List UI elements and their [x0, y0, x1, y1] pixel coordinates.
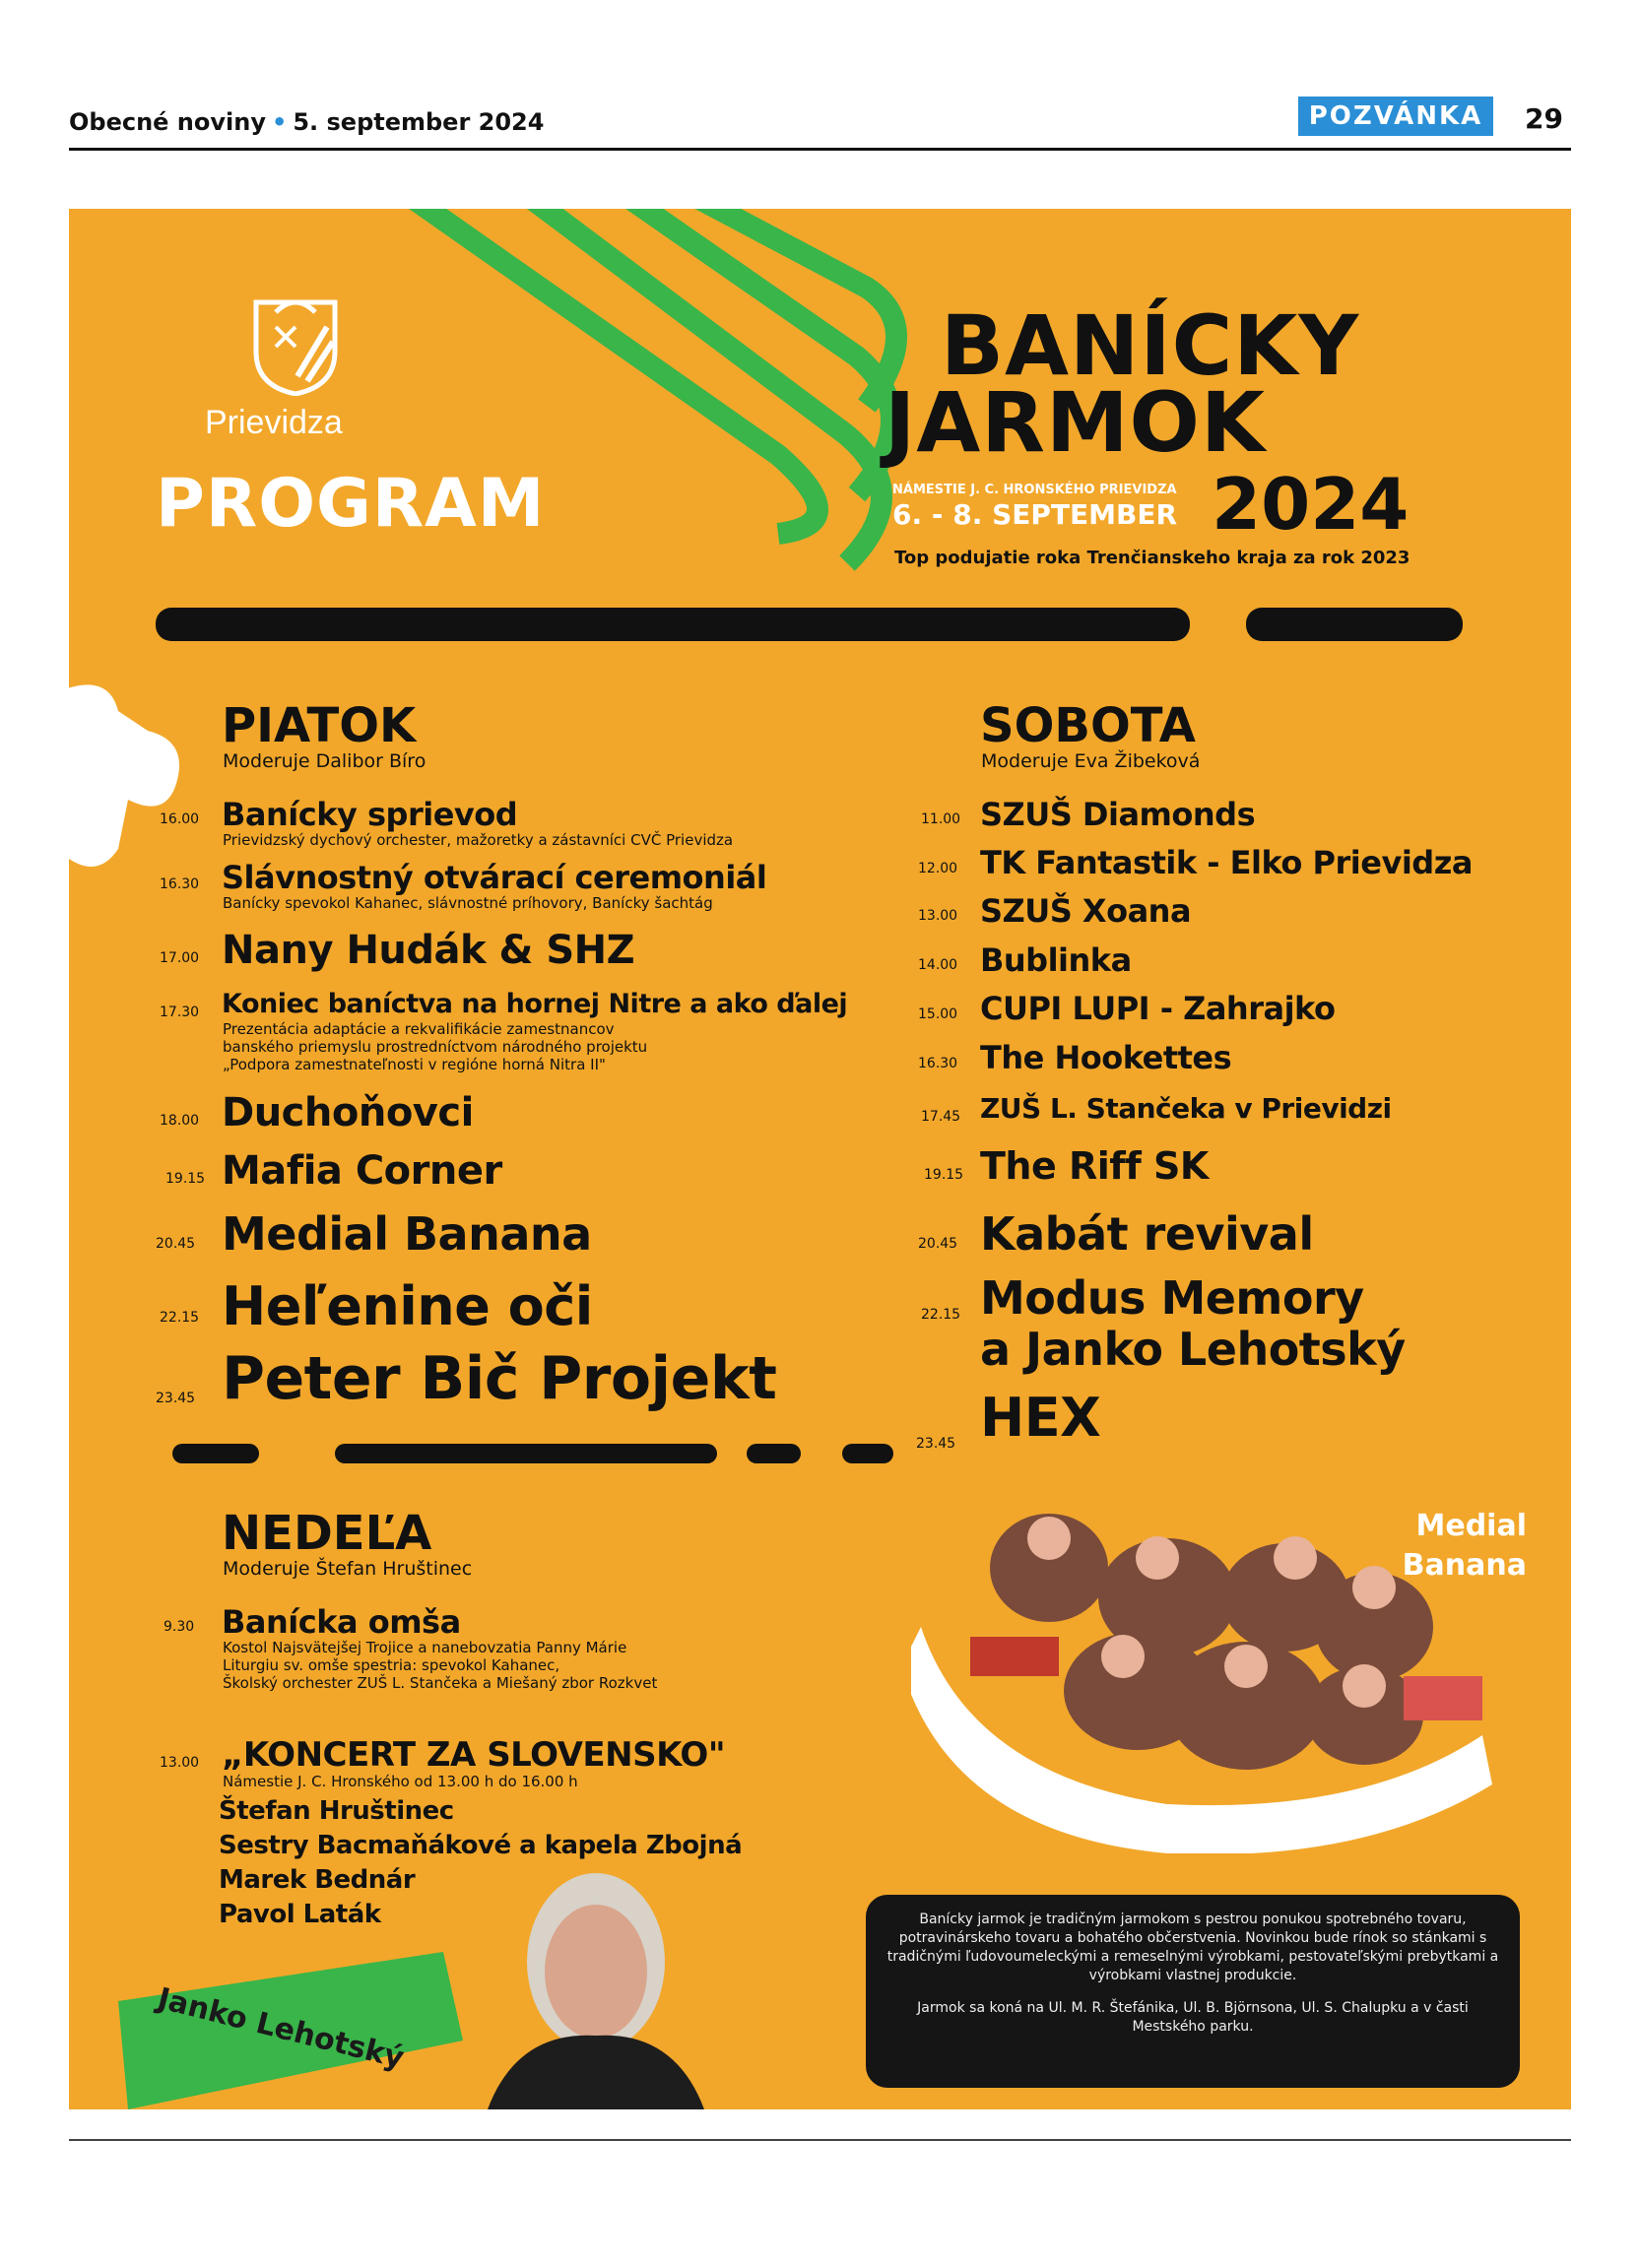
performer: Sestry Bacmaňákové a kapela Zbojná	[219, 1831, 743, 1860]
saturday-time: 23.45	[916, 1436, 956, 1452]
friday-act-note: Prezentácia adaptácie a rekvalifikácie zamestnancov banského priemyslu prostredníctvom národného projektu „Podpora zamestnateľnosti v regióne horná Nitra II"	[223, 1020, 648, 1073]
saturday-act: SZUŠ Diamonds	[980, 796, 1256, 833]
saturday-time: 20.45	[918, 1236, 958, 1252]
venue: NÁMESTIE J. C. HRONSKÉHO PRIEVIDZA	[892, 483, 1177, 497]
info-box	[866, 1895, 1520, 2088]
saturday-time: 22.15	[921, 1307, 961, 1323]
info-paragraph: Jarmok sa koná na Ul. M. R. Štefánika, Ul. B. Björnsona, Ul. S. Chalupku a v časti Mestského parku.	[917, 2000, 1469, 2035]
town-label: Prievidza	[205, 404, 343, 441]
saturday-time: 16.30	[918, 1056, 958, 1071]
divider-bar	[156, 608, 1190, 641]
header-rule	[69, 148, 1571, 151]
sunday-heading: NEDEĽA	[222, 1506, 432, 1561]
friday-act: Medial Banana	[222, 1207, 592, 1261]
friday-heading: PIATOK	[222, 698, 417, 753]
sunday-act: Banícka omša	[222, 1603, 461, 1641]
sunday-time: 9.30	[164, 1619, 195, 1635]
divider-bar	[1246, 608, 1463, 641]
sunday-act-note: Kostol Najsvätejšej Trojice a nanebovzatia Panny Márie Liturgiu sv. omše spestria: spevokol Kahanec, Školský orchester ZUŠ L. Stančeka a Miešaný zbor Rozkvet	[223, 1639, 658, 1692]
singer-portrait	[458, 1863, 724, 2109]
event-poster	[69, 209, 1571, 2109]
friday-act-note: Banícky spevokol Kahanec, slávnostné príhovory, Banícky šachtág	[223, 894, 713, 912]
issue-date: 5. september 2024	[293, 108, 545, 136]
saturday-time: 14.00	[918, 957, 958, 973]
title-line2: JARMOK	[885, 374, 1267, 471]
sunday-time: 13.00	[160, 1755, 200, 1771]
saturday-act: ZUŠ L. Stančeka v Prievidzi	[980, 1092, 1392, 1125]
saturday-time: 17.45	[921, 1109, 961, 1125]
white-shape-decoration	[69, 672, 200, 878]
sunday-act: „KONCERT ZA SLOVENSKO"	[222, 1735, 726, 1775]
event-year: 2024	[1212, 463, 1410, 546]
saturday-heading: SOBOTA	[980, 698, 1196, 753]
saturday-act: TK Fantastik - Elko Prievidza	[980, 844, 1473, 881]
friday-time: 16.00	[160, 811, 200, 827]
prievidza-crest-icon	[236, 288, 355, 396]
friday-time: 17.30	[160, 1004, 200, 1020]
saturday-act: CUPI LUPI - Zahrajko	[980, 990, 1336, 1027]
friday-act: Heľenine oči	[222, 1275, 593, 1337]
friday-act: Koniec baníctva na hornej Nitre a ako ďalej	[222, 989, 848, 1019]
saturday-act: SZUŠ Xoana	[980, 892, 1192, 930]
title-line1: BANÍCKY	[941, 297, 1360, 394]
divider-bar	[842, 1444, 893, 1463]
saturday-time: 13.00	[918, 908, 958, 924]
saturday-time: 19.15	[924, 1167, 964, 1183]
saturday-act: Modus Memory a Janko Lehotský	[980, 1271, 1406, 1376]
friday-moderator: Moderuje Dalibor Bíro	[223, 750, 426, 772]
info-paragraph: Banícky jarmok je tradičným jarmokom s pestrou ponukou spotrebného tovaru, potravinárskeho tovaru a bohatého občerstvenia. Novinkou bude rínok so stánkami s tradičnými ľudovoumeleckými a remeselnými výrobkami, pestovateľskými prebytkami a výrobkami vlastnej produkcie.	[886, 1912, 1499, 1983]
performer: Štefan Hruštinec	[219, 1796, 454, 1826]
friday-time: 17.00	[160, 950, 200, 966]
saturday-act: The Riff SK	[980, 1144, 1209, 1188]
friday-act: Slávnostný otvárací ceremoniál	[222, 859, 767, 896]
saturday-act: HEX	[980, 1387, 1101, 1449]
tagline: Top podujatie roka Trenčianskeho kraja za rok 2023	[894, 548, 1410, 568]
friday-act: Peter Bič Projekt	[222, 1344, 777, 1413]
divider-bar	[747, 1444, 801, 1463]
saturday-time: 12.00	[918, 861, 958, 876]
saturday-act: The Hookettes	[980, 1039, 1232, 1076]
friday-time: 23.45	[156, 1391, 196, 1406]
saturday-act: Kabát revival	[980, 1207, 1314, 1261]
saturday-act: Bublinka	[980, 941, 1132, 979]
friday-act: Duchoňovci	[222, 1090, 474, 1135]
publication-name: Obecné noviny	[69, 108, 266, 136]
friday-act: Banícky sprievod	[222, 796, 518, 833]
page-number: 29	[1525, 102, 1563, 135]
friday-act-note: Prievidzský dychový orchester, mažoretky a zástavníci CVČ Prievidza	[223, 831, 734, 849]
friday-time: 19.15	[165, 1171, 206, 1187]
sunday-act-note: Námestie J. C. Hronského od 13.00 h do 16.00 h	[223, 1773, 578, 1790]
saturday-time: 11.00	[921, 811, 961, 827]
footer-rule	[69, 2139, 1571, 2141]
performer: Marek Bednár	[219, 1865, 416, 1895]
event-dates: 6. - 8. SEPTEMBER	[892, 498, 1178, 531]
separator-dot-icon: •	[271, 108, 288, 136]
divider-bar	[172, 1444, 259, 1463]
friday-time: 20.45	[156, 1236, 196, 1252]
program-heading: PROGRAM	[156, 465, 546, 543]
friday-time: 16.30	[160, 876, 200, 892]
divider-bar	[335, 1444, 717, 1463]
friday-time: 18.00	[160, 1113, 200, 1129]
sunday-moderator: Moderuje Štefan Hruštinec	[223, 1558, 473, 1580]
band-photo-caption: Medial Banana	[1402, 1509, 1527, 1583]
friday-act: Mafia Corner	[222, 1148, 502, 1194]
friday-time: 22.15	[160, 1310, 200, 1326]
performer: Pavol Laták	[219, 1900, 381, 1929]
saturday-time: 15.00	[918, 1006, 958, 1022]
saturday-moderator: Moderuje Eva Žibeková	[981, 750, 1201, 772]
section-badge: POZVÁNKA	[1298, 97, 1493, 136]
friday-act: Nany Hudák & SHZ	[222, 928, 635, 973]
singer-caption: Janko Lehotský	[154, 1981, 408, 2076]
masthead	[69, 108, 544, 136]
